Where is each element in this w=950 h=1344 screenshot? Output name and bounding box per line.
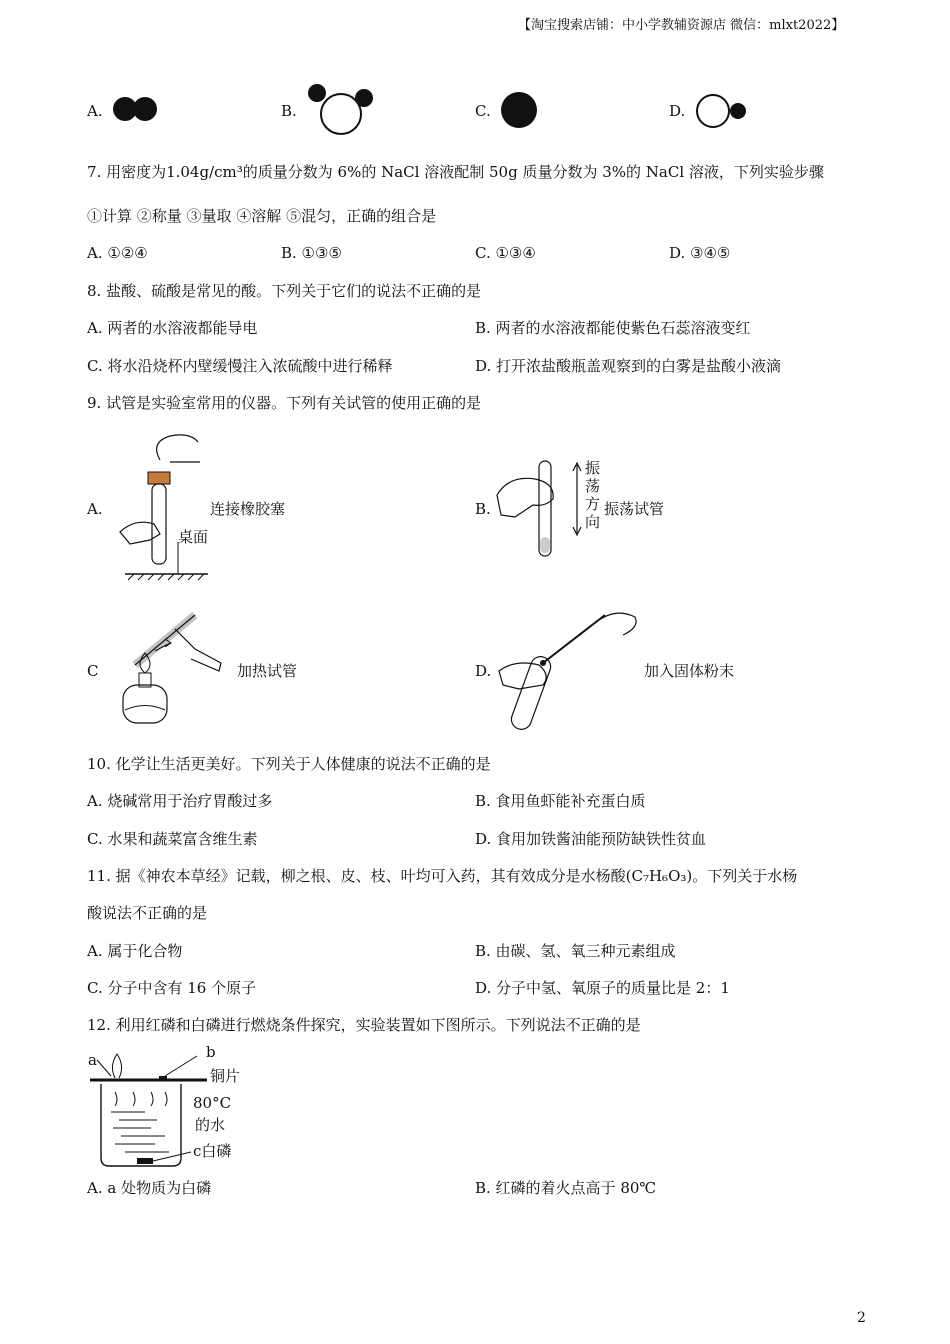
q10-stem: 10. 化学让生活更美好。下列关于人体健康的说法不正确的是 bbox=[87, 755, 491, 773]
q11-stem: 11. 据《神农本草经》记载，柳之根、皮、枝、叶均可入药，其有效成分是水杨酸(C₇H₆O₃)。下列关于水杨 bbox=[87, 867, 798, 885]
q11-option-c: C. 分子中含有 16 个原子 bbox=[87, 979, 257, 997]
q9-option-c-caption: 加热试管 bbox=[237, 662, 298, 680]
q8-option-c: C. 将水沿烧杯内壁缓慢注入浓硫酸中进行稀释 bbox=[87, 357, 393, 375]
q10-option-c: C. 水果和蔬菜富含维生素 bbox=[87, 830, 258, 848]
q11-option-d: D. 分子中氢、氧原子的质量比是 2：1 bbox=[475, 979, 730, 997]
q9-option-a-letter: A. bbox=[87, 500, 103, 518]
q9-b-direction-char: 荡 bbox=[585, 477, 601, 495]
q11-option-b: B. 由碳、氢、氧三种元素组成 bbox=[475, 942, 676, 960]
q8-option-a: A. 两者的水溶液都能导电 bbox=[87, 319, 258, 337]
q9-b-direction-char: 振 bbox=[585, 459, 601, 477]
page-number: 2 bbox=[857, 1310, 866, 1326]
q12-option-a: A. a 处物质为白磷 bbox=[87, 1179, 212, 1197]
q9-option-b-caption: 振荡试管 bbox=[604, 500, 665, 518]
q12-label-water: 的水 bbox=[195, 1116, 226, 1134]
q12-stem: 12. 利用红磷和白磷进行燃烧条件探究，实验装置如下图所示。下列说法不正确的是 bbox=[87, 1016, 641, 1034]
q8-option-d: D. 打开浓盐酸瓶盖观察到的白雾是盐酸小液滴 bbox=[475, 357, 782, 375]
q7-option-a: A. ①②④ bbox=[87, 244, 148, 262]
q7-option-c: C. ①③④ bbox=[475, 244, 536, 262]
q12-option-b: B. 红磷的着火点高于 80℃ bbox=[475, 1179, 657, 1197]
q9-figure-b bbox=[495, 455, 585, 560]
q9-figure-d bbox=[495, 605, 645, 735]
q9-figure-c bbox=[95, 605, 235, 730]
q7-option-d: D. ③④⑤ bbox=[669, 244, 731, 262]
q9-option-b-letter: B. bbox=[475, 500, 491, 518]
q9-b-direction-char: 方 bbox=[585, 495, 601, 513]
q10-option-b: B. 食用鱼虾能补充蛋白质 bbox=[475, 792, 646, 810]
q10-option-d: D. 食用加铁酱油能预防缺铁性贫血 bbox=[475, 830, 707, 848]
q6-option-d-label: D. bbox=[669, 102, 686, 120]
q10-option-a: A. 烧碱常用于治疗胃酸过多 bbox=[87, 792, 273, 810]
q12-label-white-phosphorus: c白磷 bbox=[193, 1142, 232, 1160]
q9-b-direction bbox=[585, 459, 600, 531]
q9-a-table-label: 桌面 bbox=[178, 528, 209, 546]
q6-option-b-label: B. bbox=[281, 102, 297, 120]
q12-label-temp: 80°C bbox=[193, 1094, 232, 1112]
q6-figure-b bbox=[305, 82, 380, 137]
q6-figure-a bbox=[110, 94, 170, 124]
q9-option-d-letter: D. bbox=[475, 662, 492, 680]
q9-stem: 9. 试管是实验室常用的仪器。下列有关试管的使用正确的是 bbox=[87, 394, 482, 412]
q12-label-copper: 铜片 bbox=[210, 1067, 241, 1085]
q7-stem: 7. 用密度为1.04g/cm³的质量分数为 6%的 NaCl 溶液配制 50g 质量分数为 3%的 NaCl 溶液，下列实验步骤 bbox=[87, 163, 824, 181]
q8-option-b: B. 两者的水溶液都能使紫色石蕊溶液变红 bbox=[475, 319, 751, 337]
q6-figure-c bbox=[498, 90, 542, 130]
q11-option-a: A. 属于化合物 bbox=[87, 942, 183, 960]
q6-option-a-label: A. bbox=[87, 102, 103, 120]
q11-stem-continued: 酸说法不正确的是 bbox=[87, 904, 208, 922]
q7-option-b: B. ①③⑤ bbox=[281, 244, 342, 262]
header-text: 【淘宝搜索店铺：中小学教辅资源店 微信：mlxt2022】 bbox=[518, 18, 845, 33]
q9-b-direction-char: 向 bbox=[585, 513, 601, 531]
q12-label-a: a bbox=[88, 1051, 97, 1069]
q9-option-a-caption: 连接橡胶塞 bbox=[210, 500, 286, 518]
q9-option-d-caption: 加入固体粉末 bbox=[644, 662, 735, 680]
q9-figure-a bbox=[120, 432, 220, 580]
q8-stem: 8. 盐酸、硫酸是常见的酸。下列关于它们的说法不正确的是 bbox=[87, 282, 482, 300]
q9-option-c-letter: C bbox=[87, 662, 99, 680]
q12-label-b: b bbox=[206, 1043, 216, 1061]
q6-option-c-label: C. bbox=[475, 102, 491, 120]
q7-steps: ①计算 ②称量 ③量取 ④溶解 ⑤混匀，正确的组合是 bbox=[87, 207, 437, 225]
q6-figure-d bbox=[693, 92, 753, 130]
